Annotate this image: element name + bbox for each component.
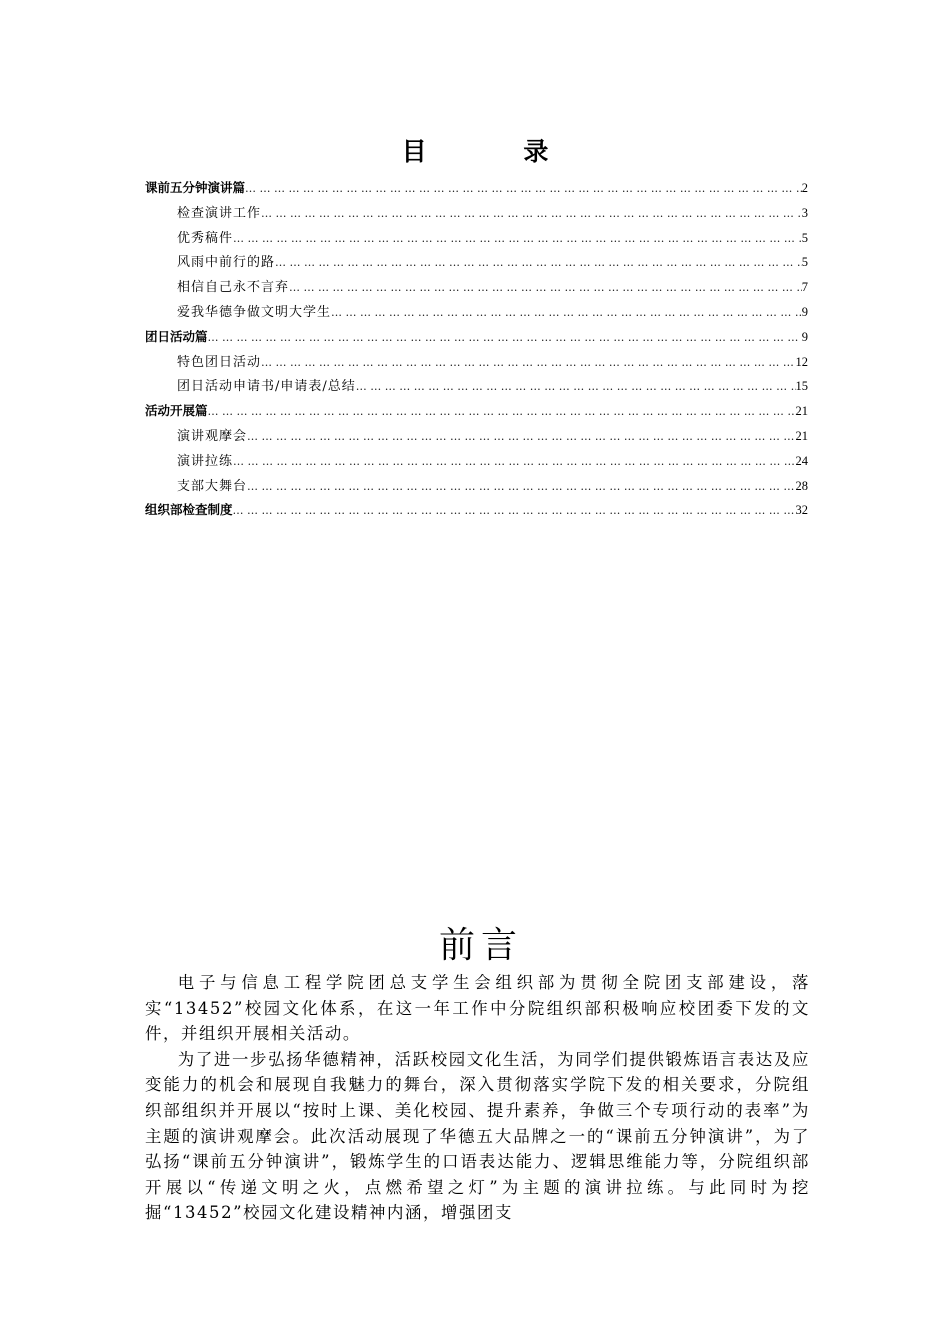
toc-entry-page: 28: [795, 478, 808, 493]
toc-leader-dots: [233, 227, 802, 251]
toc-entry-label: 团日活动篇: [145, 328, 208, 344]
toc-entry-label: 团日活动申请书/申请表/总结: [177, 379, 356, 395]
toc-entry-page: 3: [801, 205, 808, 220]
toc-entry-label: 课前五分钟演讲篇: [145, 180, 246, 195]
toc-entry[interactable]: [145, 449, 808, 474]
toc-entry[interactable]: [145, 226, 808, 251]
toc-entry-page: 15: [795, 379, 808, 394]
toc-entry[interactable]: [145, 176, 808, 201]
toc-title: 目 录: [401, 137, 593, 166]
preface-title: 前言: [438, 925, 523, 966]
toc-entry-page: 24: [795, 453, 808, 468]
toc-leader-dots: [233, 499, 796, 523]
toc-entry-page: 9: [801, 329, 808, 344]
preface-body: [145, 970, 810, 1226]
toc-leader-dots: [331, 301, 802, 325]
toc-leader-dots: [356, 375, 796, 399]
toc-entry-page: 2: [801, 181, 808, 195]
toc-entry-page: 5: [801, 255, 808, 270]
preface-paragraph: 为了进一步弘扬华德精神，活跃校园文化生活，为同学们提供锻炼语言表达及应变能力的机会和展现自我魅力的舞台，深入贯彻落实学院下发的相关要求，分院组织部组织并开展以“按时上课、美化校园、提升素养，争做三个专项行动的表率”为主题的演讲观摩会。此次活动展现了华德五大品牌之一的“课前五分钟演讲”，为了弘扬“课前五分钟演讲”，锻炼学生的口语表达能力、逻辑思维能力等，分院组织部开展以“传递文明之火，点燃希望之灯”为主题的演讲拉练。与此同时为挖掘“13452”校园文化建设精神内涵，增强团支: [145, 1049, 810, 1223]
toc-entry[interactable]: [145, 424, 808, 449]
toc-entry[interactable]: [145, 399, 808, 424]
toc-entry-page: 21: [795, 404, 808, 419]
toc-entry[interactable]: [145, 498, 808, 523]
toc-entry[interactable]: [145, 374, 808, 399]
toc-entry-page: 21: [795, 428, 808, 443]
toc-leader-dots: [245, 177, 802, 201]
toc-entry-label: 风雨中前行的路: [177, 255, 276, 271]
toc-entry[interactable]: [145, 474, 808, 499]
toc-leader-dots: [261, 202, 802, 226]
toc-entry[interactable]: [145, 300, 808, 325]
table-of-contents: [145, 176, 808, 523]
toc-entry[interactable]: [145, 250, 808, 275]
toc-entry-page: 32: [795, 503, 808, 518]
toc-entry-page: 7: [801, 280, 808, 295]
toc-entry-label: 演讲拉练: [177, 453, 234, 469]
toc-entry-label: 优秀稿件: [177, 230, 234, 246]
toc-entry-page: 9: [801, 304, 808, 319]
toc-entry[interactable]: [145, 350, 808, 375]
preface-paragraph: 电子与信息工程学院团总支学生会组织部为贯彻全院团支部建设，落实“13452”校园文化体系，在这一年工作中分院组织部积极响应校团委下发的文件，并组织开展相关活动。: [145, 973, 810, 1044]
toc-entry-label: 特色团日活动: [177, 354, 262, 370]
toc-entry-label: 组织部检查制度: [145, 502, 233, 518]
toc-entry[interactable]: [145, 275, 808, 300]
toc-leader-dots: [208, 400, 796, 424]
toc-entry-label: 相信自己永不言弃: [177, 280, 290, 296]
toc-leader-dots: [247, 475, 795, 499]
toc-entry-page: 12: [795, 354, 808, 369]
toc-entry[interactable]: [145, 325, 808, 350]
toc-entry-label: 活动开展篇: [145, 403, 208, 419]
toc-entry-label: 演讲观摩会: [177, 428, 248, 444]
toc-entry[interactable]: [145, 201, 808, 226]
toc-entry-page: 5: [801, 230, 808, 245]
toc-leader-dots: [247, 425, 795, 449]
toc-leader-dots: [289, 276, 802, 300]
toc-leader-dots: [233, 450, 795, 474]
toc-leader-dots: [261, 351, 795, 375]
toc-entry-label: 爱我华德争做文明大学生: [177, 304, 332, 320]
toc-leader-dots: [208, 326, 802, 350]
toc-entry-label: 支部大舞台: [177, 478, 248, 494]
toc-entry-label: 检查演讲工作: [177, 205, 262, 221]
toc-leader-dots: [275, 251, 802, 275]
